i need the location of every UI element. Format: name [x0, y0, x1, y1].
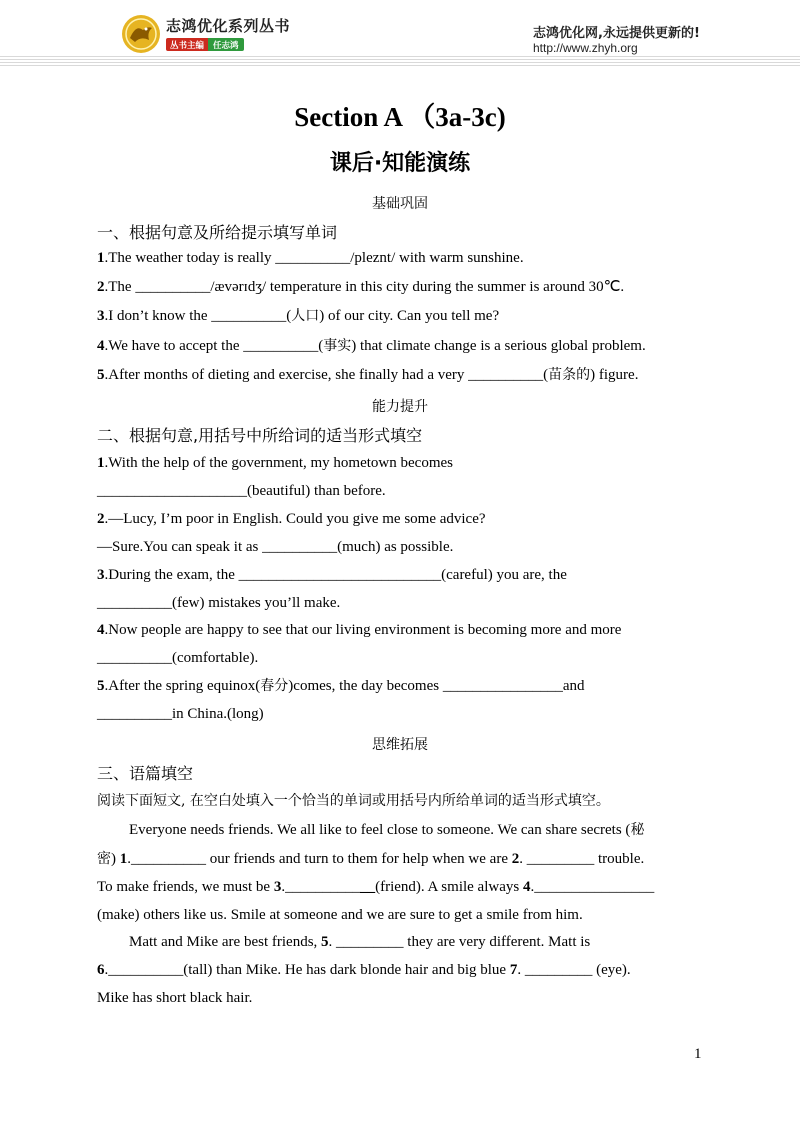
- section-2-heading: 二、根据句意,用括号中所给词的适当形式填空: [97, 426, 423, 445]
- passage-text: .__________: [281, 879, 361, 895]
- passage-text: . _________ they are very different. Matt is: [328, 934, 591, 950]
- blank-number: 7: [509, 962, 518, 978]
- passage-text: .__________(tall) than Mike. He has dark blonde hair and big blue: [104, 962, 510, 978]
- passage-text: . _________ trouble.: [519, 851, 645, 867]
- q-number: 3: [97, 567, 105, 583]
- q-text: .After the spring equinox(: [104, 678, 261, 694]
- q-number: 3: [97, 308, 105, 324]
- passage-line-2: [97, 849, 644, 869]
- passage-line-3: [97, 877, 654, 897]
- p1-question-5: [97, 365, 638, 385]
- p2-question-2-cont: —Sure.You can speak it as __________(much) as possible.: [97, 539, 454, 555]
- q-number: 5: [97, 367, 105, 383]
- q-text: )comes, the day becomes ________________and: [288, 678, 585, 694]
- blank-number: 6: [97, 962, 105, 978]
- page-subtitle: 课后·知能演练: [329, 151, 471, 176]
- q-number: 1: [97, 455, 105, 471]
- p2-question-3-cont: __________(few) mistakes you’ll make.: [97, 595, 341, 611]
- p1-question-3: [97, 306, 499, 326]
- p1-question-2: [97, 277, 624, 297]
- q-hint: 春分: [260, 678, 289, 694]
- blank-number: 3: [273, 879, 282, 895]
- q-text: .I don’t know the __________(: [104, 308, 292, 324]
- passage-hint: 秘: [630, 822, 645, 838]
- p2-question-4-cont: __________(comfortable).: [97, 650, 259, 666]
- passage-text: Everyone needs friends. We all like to feel close to someone. We can share secrets (: [129, 822, 631, 838]
- p2-question-5: [97, 676, 584, 696]
- blank-number: 2: [511, 851, 520, 867]
- p2-question-1-cont: ____________________(beautiful) than before.: [97, 483, 386, 499]
- passage-line-7: Mike has short black hair.: [97, 990, 253, 1006]
- level-extend: 思维拓展: [372, 737, 428, 753]
- passage-line-4: (make) others like us. Smile at someone and we are sure to get a smile from him.: [97, 907, 583, 923]
- header-divider: [0, 56, 800, 66]
- passage-text: Matt and Mike are best friends,: [129, 934, 322, 950]
- q-text: .During the exam, the ___________________________(careful) you are, the: [104, 567, 567, 583]
- p2-question-5-cont: __________in China.(long): [97, 706, 264, 722]
- site-url[interactable]: http://www.zhyh.org: [533, 41, 638, 55]
- passage-text: .________________: [530, 879, 655, 895]
- q-number: 1: [97, 250, 105, 266]
- q-number: 2: [97, 511, 105, 527]
- q-text: .With the help of the government, my hometown becomes: [104, 455, 453, 471]
- passage-text: (friend). A smile always: [375, 879, 523, 895]
- level-basic: 基础巩固: [372, 196, 428, 212]
- passage-text: ): [111, 851, 120, 867]
- editor-name: 任志鸿: [208, 38, 244, 51]
- section-1-heading: 一、根据句意及所给提示填写单词: [97, 223, 338, 242]
- passage-text: To make friends, we must be: [97, 879, 274, 895]
- q-hint: 事实: [323, 338, 352, 354]
- q-text: ) of our city. Can you tell me?: [319, 308, 500, 324]
- passage-line-1: [129, 820, 644, 840]
- editor-badge: [166, 38, 244, 51]
- passage-line-5: [129, 932, 590, 952]
- section-3-heading: 三、语篇填空: [97, 764, 194, 783]
- q-number: 5: [97, 678, 105, 694]
- p2-question-1: [97, 453, 453, 473]
- q-text: .The weather today is really __________/pleznt/ with warm sunshine.: [104, 250, 524, 266]
- page-header: [0, 0, 800, 66]
- blank-number: 5: [321, 934, 329, 950]
- passage-line-6: [97, 960, 631, 980]
- q-text: ) figure.: [590, 367, 639, 383]
- q-number: 4: [97, 622, 105, 638]
- p2-question-4: [97, 620, 621, 640]
- page-title: Section A （3a-3c): [294, 102, 506, 132]
- editor-label: 丛书主编: [166, 38, 208, 51]
- site-slogan: 志鸿优化网,永远提供更新的!: [533, 26, 700, 41]
- p2-question-3: [97, 565, 567, 585]
- passage-hint: 密: [97, 851, 111, 867]
- p1-question-1: [97, 248, 524, 268]
- q-text: .We have to accept the __________(: [104, 338, 324, 354]
- q-hint: 苗条的: [548, 367, 591, 383]
- zhiHong-logo-icon: [121, 14, 161, 54]
- blank-number: 1: [119, 851, 128, 867]
- series-name: 志鸿优化系列丛书: [166, 17, 291, 35]
- passage-text: . _________ (eye).: [517, 962, 631, 978]
- q-text: .—Lucy, I’m poor in English. Could you give me some advice?: [104, 511, 486, 527]
- passage-underline: __: [360, 879, 376, 895]
- p1-question-4: [97, 336, 646, 356]
- q-text: ) that climate change is a serious global problem.: [351, 338, 646, 354]
- level-improve: 能力提升: [372, 399, 428, 415]
- p2-question-2: [97, 509, 486, 529]
- section-3-instruction: 阅读下面短文, 在空白处填入一个恰当的单词或用括号内所给单词的适当形式填空。: [97, 793, 610, 809]
- page-number: 1: [694, 1046, 702, 1062]
- q-number: 4: [97, 338, 105, 354]
- passage-text: .__________ our friends and turn to them for help when we are: [127, 851, 512, 867]
- q-text: .After months of dieting and exercise, she finally had a very __________(: [104, 367, 549, 383]
- q-text: .Now people are happy to see that our living environment is becoming more and more: [104, 622, 622, 638]
- q-hint: 人口: [291, 308, 320, 324]
- q-number: 2: [97, 279, 105, 295]
- q-text: .The __________/ævərɪdʒ/ temperature in this city during the summer is around 30℃.: [104, 279, 625, 295]
- blank-number: 4: [522, 879, 531, 895]
